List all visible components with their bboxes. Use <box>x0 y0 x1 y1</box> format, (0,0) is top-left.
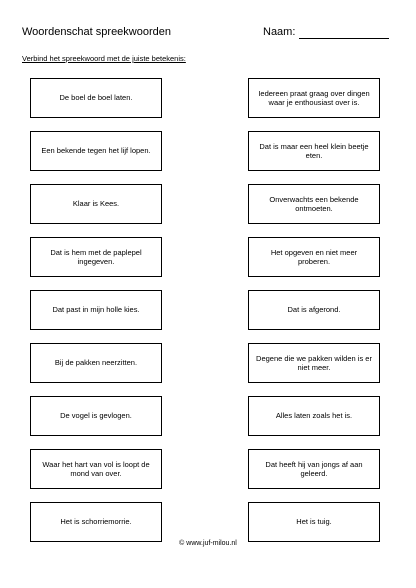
meaning-box: Degene die we pakken wilden is er niet meer. <box>248 343 380 383</box>
proverb-box: De boel de boel laten. <box>30 78 162 118</box>
meaning-box: Het opgeven en niet meer proberen. <box>248 237 380 277</box>
footer-credit: © www.juf-milou.nl <box>179 540 237 547</box>
proverb-box: Het is schorriemorrie. <box>30 502 162 542</box>
proverb-box: De vogel is gevlogen. <box>30 396 162 436</box>
meaning-box: Alles laten zoals het is. <box>248 396 380 436</box>
meaning-box: Dat is maar een heel klein beetje eten. <box>248 131 380 171</box>
proverb-box: Waar het hart van vol is loopt de mond van over. <box>30 449 162 489</box>
proverb-box: Bij de pakken neerzitten. <box>30 343 162 383</box>
proverb-box: Dat is hem met de paplepel ingegeven. <box>30 237 162 277</box>
proverb-box: Klaar is Kees. <box>30 184 162 224</box>
meaning-box: Onverwachts een bekende ontmoeten. <box>248 184 380 224</box>
name-write-line <box>299 38 389 39</box>
worksheet-title: Woordenschat spreekwoorden <box>22 26 171 38</box>
meaning-box: Dat is afgerond. <box>248 290 380 330</box>
name-label: Naam: <box>263 26 296 38</box>
instruction-text: Verbind het spreekwoord met de juiste betekenis: <box>22 54 186 63</box>
meaning-box: Het is tuig. <box>248 502 380 542</box>
meaning-box: Iedereen praat graag over dingen waar je enthousiast over is. <box>248 78 380 118</box>
proverb-box: Een bekende tegen het lijf lopen. <box>30 131 162 171</box>
proverb-box: Dat past in mijn holle kies. <box>30 290 162 330</box>
meaning-box: Dat heeft hij van jongs af aan geleerd. <box>248 449 380 489</box>
